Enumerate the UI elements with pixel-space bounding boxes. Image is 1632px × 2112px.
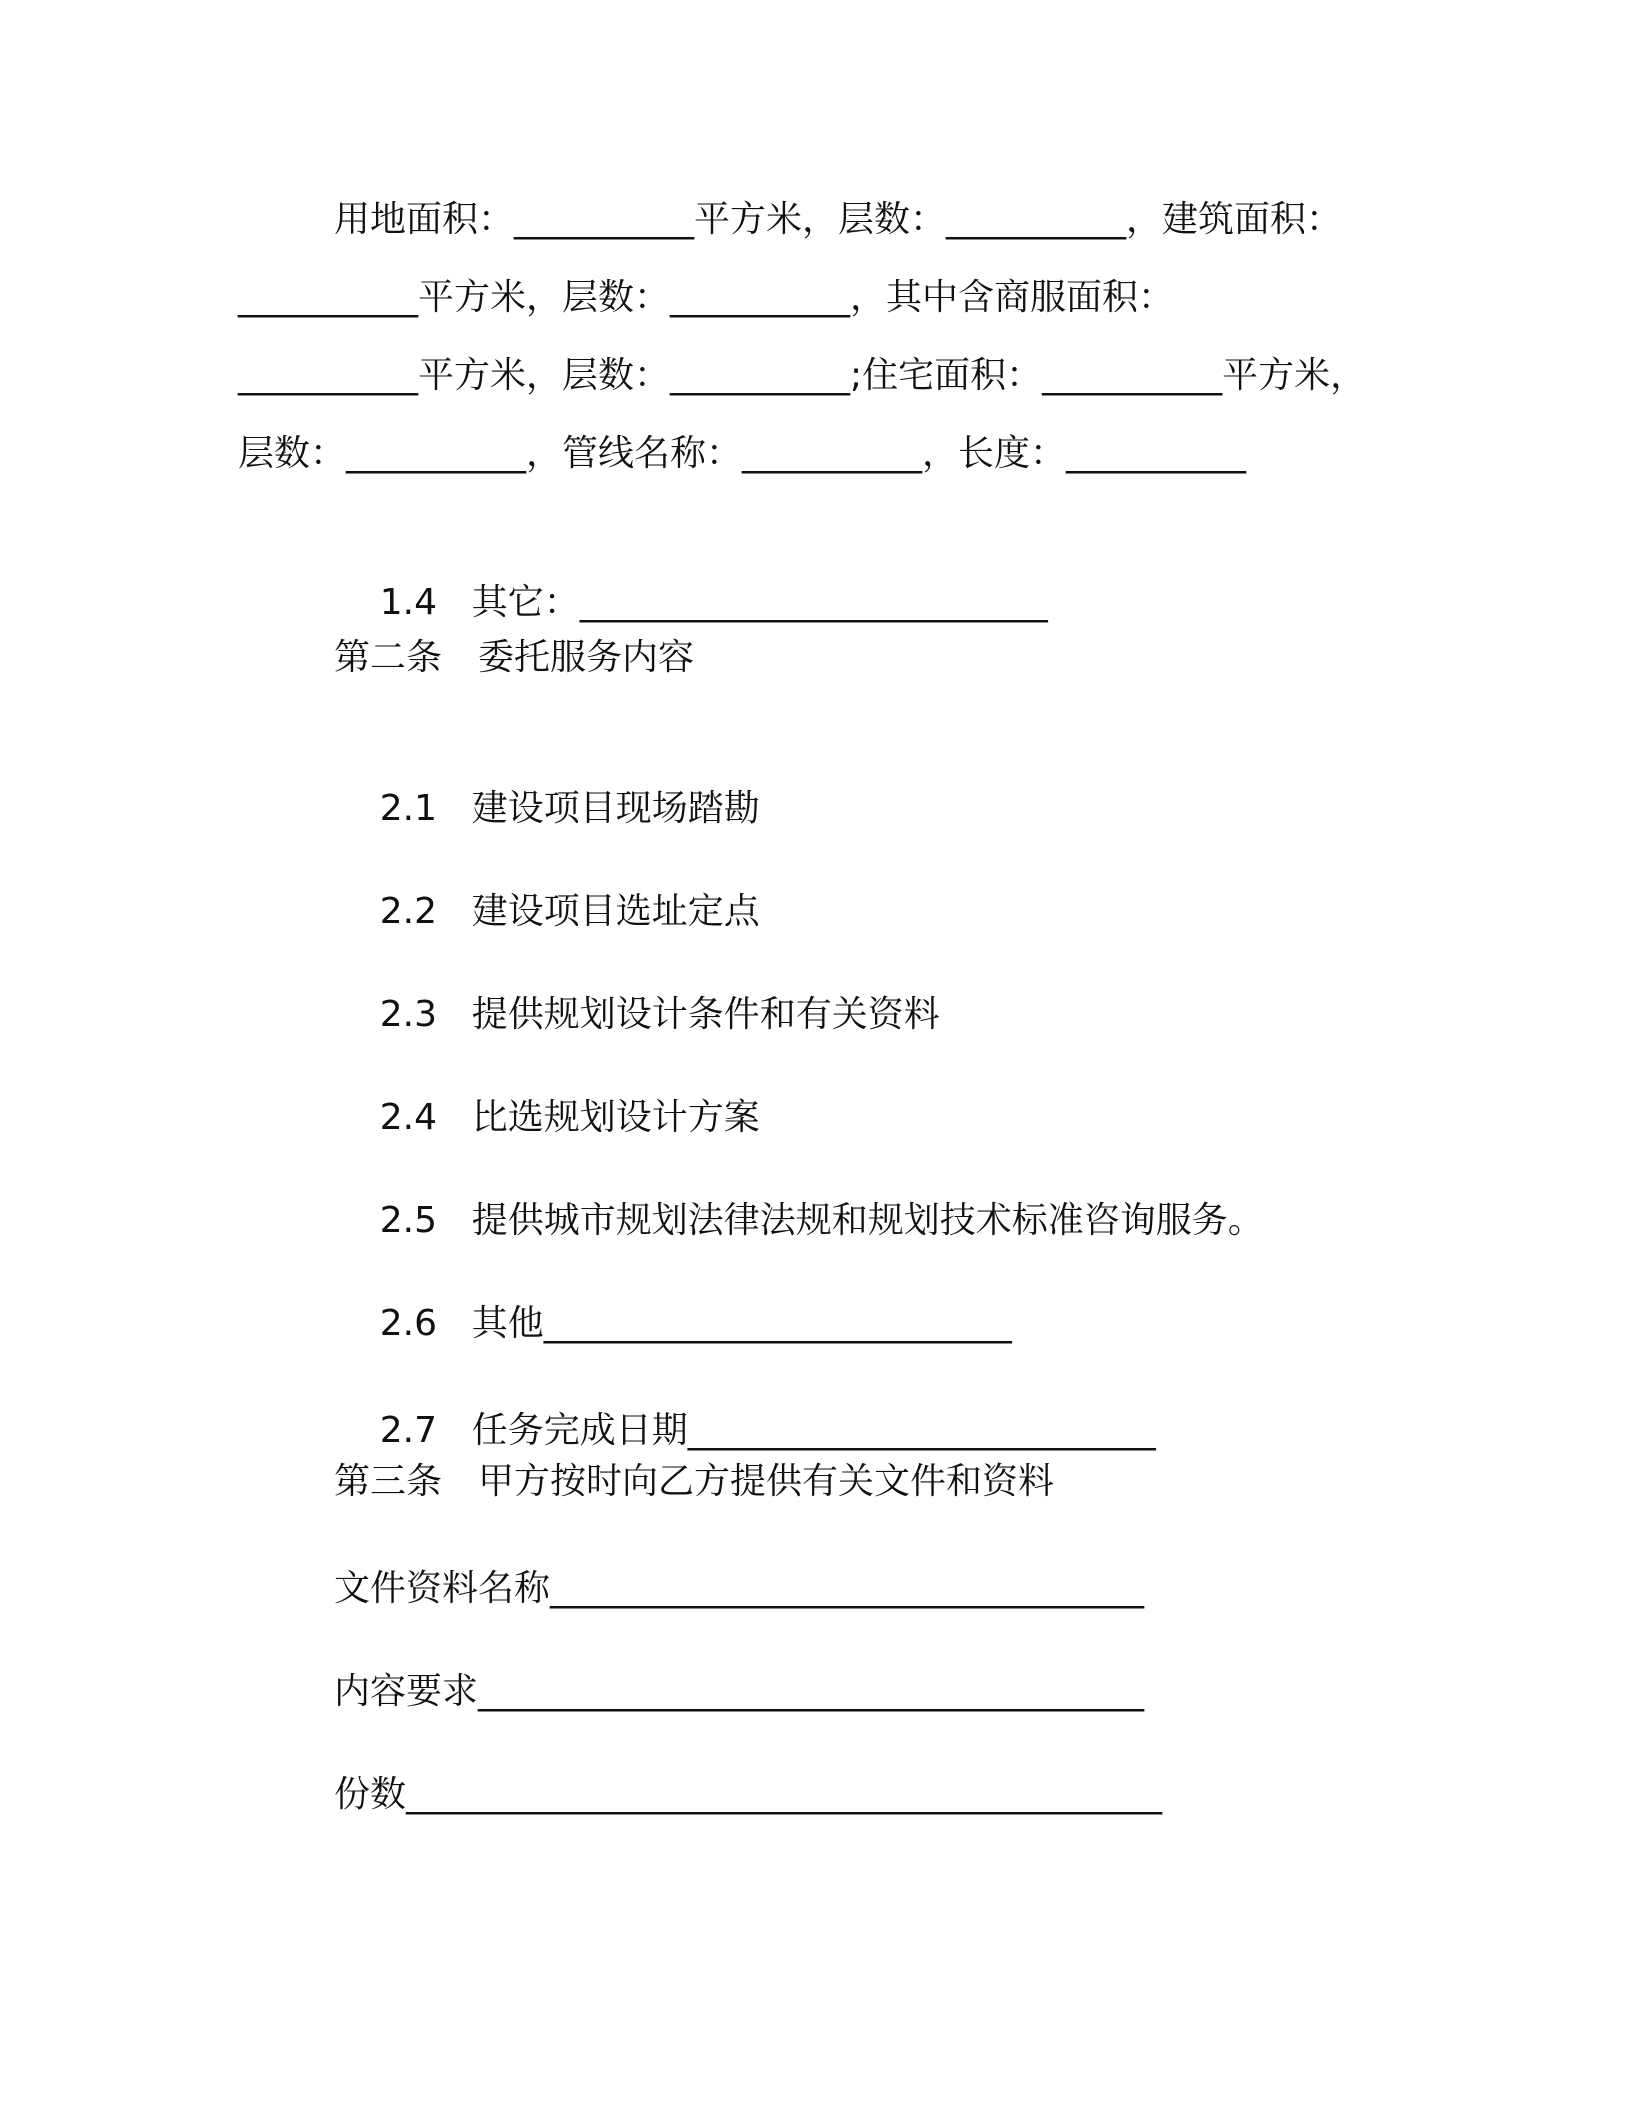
item-text: 提供规划设计条件和有关资料 [471,994,940,1035]
field-document-name: 文件资料名称_________________________________ [334,1568,1145,1609]
item-number: 2.4 [379,1097,438,1138]
field-copies: 份数__________________________________________ [334,1774,1162,1815]
item-text: 其它：__________________________ [471,582,1048,623]
field-content-requirements: 内容要求_____________________________________ [334,1671,1145,1712]
item-number: 2.1 [379,788,438,829]
article-3-title: 第三条 甲方按时向乙方提供有关文件和资料 [334,1461,1055,1502]
item-number: 2.7 [379,1410,438,1451]
item-number: 2.5 [379,1200,438,1241]
para1-line-2: __________平方米，层数：__________，其中含商服面积： [238,277,1175,318]
item-text: 比选规划设计方案 [471,1097,760,1138]
item-number: 1.4 [379,582,438,623]
para1-line-3: __________平方米，层数：__________;住宅面积：__________平方米， [238,355,1367,396]
item-text: 提供城市规划法律法规和规划技术标准咨询服务。 [471,1200,1264,1241]
article-2-title: 第二条 委托服务内容 [334,637,695,678]
item-text: 其他__________________________ [471,1303,1012,1344]
item-text: 建设项目选址定点 [471,891,760,932]
para1-line-1: 用地面积：__________平方米，层数：__________，建筑面积： [334,199,1343,240]
item-text: 建设项目现场踏勘 [471,788,760,829]
para1-line-4: 层数：__________，管线名称：__________，长度：__________ [238,433,1247,474]
item-number: 2.3 [379,994,438,1035]
item-number: 2.6 [379,1303,438,1344]
item-text: 任务完成日期__________________________ [471,1410,1156,1451]
item-number: 2.2 [379,891,438,932]
